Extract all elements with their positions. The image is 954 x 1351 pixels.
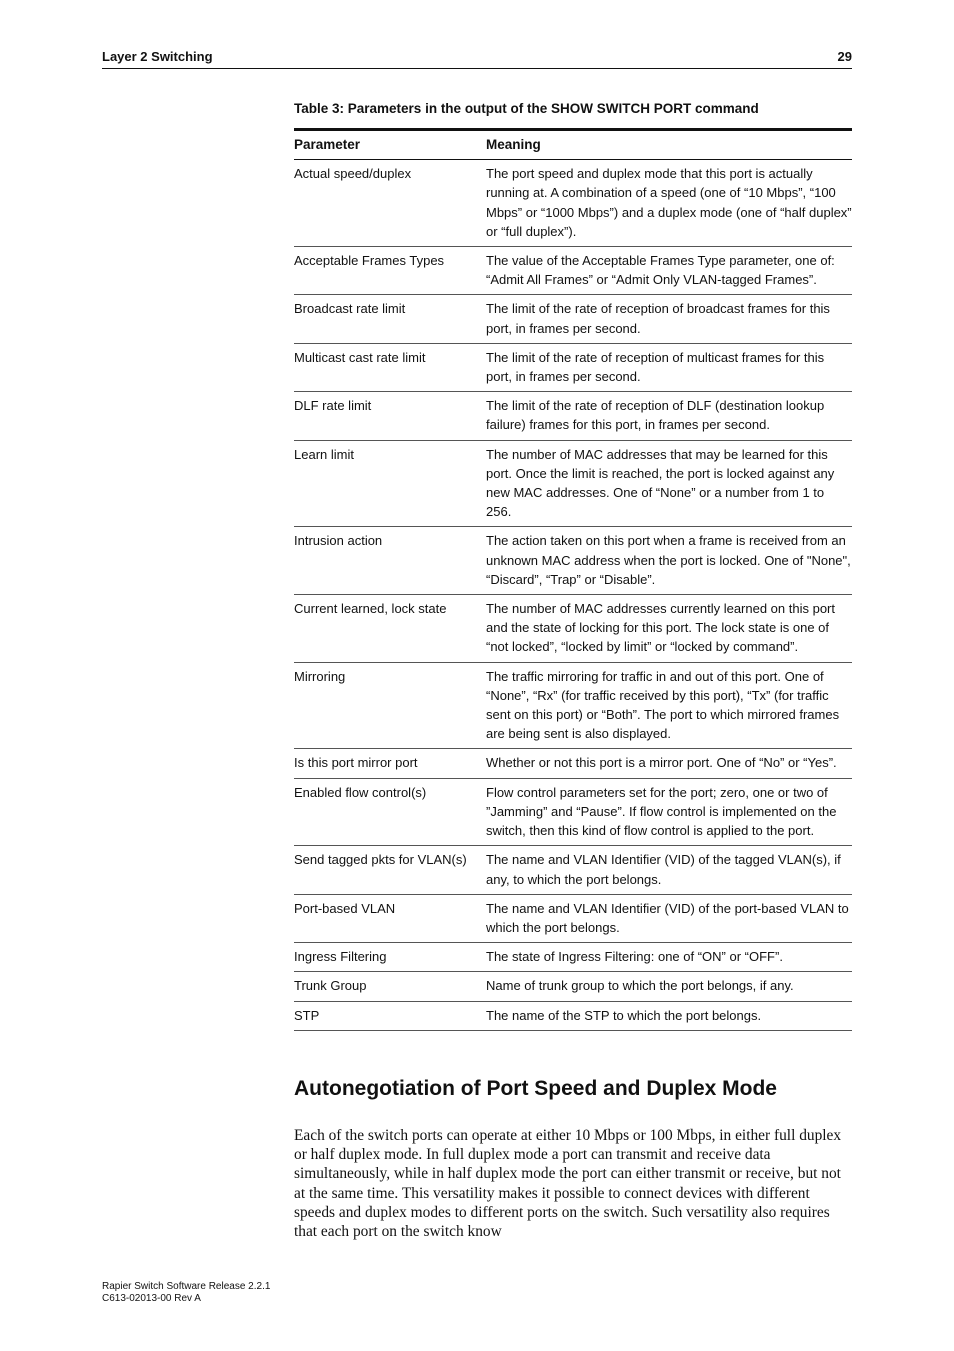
footer-doc-id: C613-02013-00 Rev A — [102, 1293, 201, 1304]
table-row — [294, 972, 852, 1001]
meaning-cell: The name and VLAN Identifier (VID) of the tagged VLAN(s), if any, to which the port belongs. — [486, 846, 852, 894]
table-row — [294, 846, 852, 894]
meaning-cell: The limit of the rate of reception of multicast frames for this port, in frames per second. — [486, 343, 852, 391]
parameter-cell: Learn limit — [294, 440, 486, 527]
table-row — [294, 595, 852, 663]
parameter-cell: Current learned, lock state — [294, 595, 486, 663]
parameter-cell: Acceptable Frames Types — [294, 247, 486, 295]
parameter-cell: Enabled flow control(s) — [294, 778, 486, 846]
meaning-cell: Flow control parameters set for the port; zero, one or two of ”Jamming” and “Pause”. If flow control is implemented on the switch, then this kind of flow control is applied to the port. — [486, 778, 852, 846]
table-row — [294, 662, 852, 749]
header-section-title: Layer 2 Switching — [102, 49, 213, 64]
table-row — [294, 1001, 852, 1030]
table-row — [294, 440, 852, 527]
table-row — [294, 527, 852, 595]
meaning-cell: Whether or not this port is a mirror port. One of “No” or “Yes”. — [486, 749, 852, 778]
meaning-cell: The limit of the rate of reception of DLF (destination lookup failure) frames for this port, in frames per second. — [486, 392, 852, 440]
parameter-cell: Port-based VLAN — [294, 894, 486, 942]
meaning-cell: The traffic mirroring for traffic in and out of this port. One of “None”, “Rx” (for traffic received by this port), “Tx” (for traffic sent on this port) or “Both”. The port to which mirrored frames are being sent is also displayed. — [486, 662, 852, 749]
meaning-cell: The action taken on this port when a frame is received from an unknown MAC address when the port is locked. One of "None", “Discard”, “Trap” or “Disable”. — [486, 527, 852, 595]
table-caption: Table 3: Parameters in the output of the SHOW SWITCH PORT command — [294, 101, 759, 116]
meaning-cell: The number of MAC addresses currently learned on this port and the state of locking for this port. The lock state is one of “not locked”, “locked by limit” or “locked by command”. — [486, 595, 852, 663]
section-heading: Autonegotiation of Port Speed and Duplex Mode — [294, 1077, 777, 1100]
meaning-cell: The name and VLAN Identifier (VID) of the port-based VLAN to which the port belongs. — [486, 894, 852, 942]
column-header-meaning: Meaning — [486, 130, 852, 160]
body-paragraph: Each of the switch ports can operate at either 10 Mbps or 100 Mbps, in either full duplex or half duplex mode. In full duplex mode a port can transmit and receive data simultaneously, while in half duplex mode the port can either transmit or receive, but not at the same time. This versatility makes it possible to connect devices with different speeds and duplex modes to different ports on the switch. Such versatility also requires that each port on the switch know — [294, 1127, 842, 1241]
table-row — [294, 749, 852, 778]
table-row — [294, 943, 852, 972]
meaning-cell: The port speed and duplex mode that this port is actually running at. A combination of a speed (one of “10 Mbps”, “100 Mbps” or “1000 Mbps”) and a duplex mode (one of “half duplex” or “full duplex”). — [486, 160, 852, 247]
parameter-cell: Mirroring — [294, 662, 486, 749]
table-row — [294, 778, 852, 846]
table-row — [294, 247, 852, 295]
parameter-cell: Intrusion action — [294, 527, 486, 595]
table-row — [294, 894, 852, 942]
meaning-cell: The number of MAC addresses that may be learned for this port. Once the limit is reached, the port is locked against any new MAC addresses. One of “None” or a number from 1 to 256. — [486, 440, 852, 527]
parameter-cell: Is this port mirror port — [294, 749, 486, 778]
table-row — [294, 343, 852, 391]
parameter-cell: Multicast cast rate limit — [294, 343, 486, 391]
table-row — [294, 392, 852, 440]
parameter-cell: Broadcast rate limit — [294, 295, 486, 343]
parameters-table — [294, 128, 852, 1031]
table-row — [294, 160, 852, 247]
parameter-cell: DLF rate limit — [294, 392, 486, 440]
parameter-cell: Actual speed/duplex — [294, 160, 486, 247]
footer-release: Rapier Switch Software Release 2.2.1 — [102, 1281, 271, 1292]
parameter-cell: Send tagged pkts for VLAN(s) — [294, 846, 486, 894]
page-header — [102, 48, 852, 69]
meaning-cell: The limit of the rate of reception of broadcast frames for this port, in frames per second. — [486, 295, 852, 343]
parameter-cell: STP — [294, 1001, 486, 1030]
meaning-cell: Name of trunk group to which the port belongs, if any. — [486, 972, 852, 1001]
meaning-cell: The value of the Acceptable Frames Type parameter, one of: “Admit All Frames” or “Admit Only VLAN-tagged Frames”. — [486, 247, 852, 295]
table-header-row — [294, 130, 852, 160]
table-row — [294, 295, 852, 343]
meaning-cell: The name of the STP to which the port belongs. — [486, 1001, 852, 1030]
page-footer — [102, 1281, 270, 1305]
column-header-parameter: Parameter — [294, 130, 486, 160]
header-page-number: 29 — [837, 49, 852, 64]
parameter-cell: Trunk Group — [294, 972, 486, 1001]
parameter-cell: Ingress Filtering — [294, 943, 486, 972]
meaning-cell: The state of Ingress Filtering: one of “ON” or “OFF”. — [486, 943, 852, 972]
table-body — [294, 160, 852, 1031]
